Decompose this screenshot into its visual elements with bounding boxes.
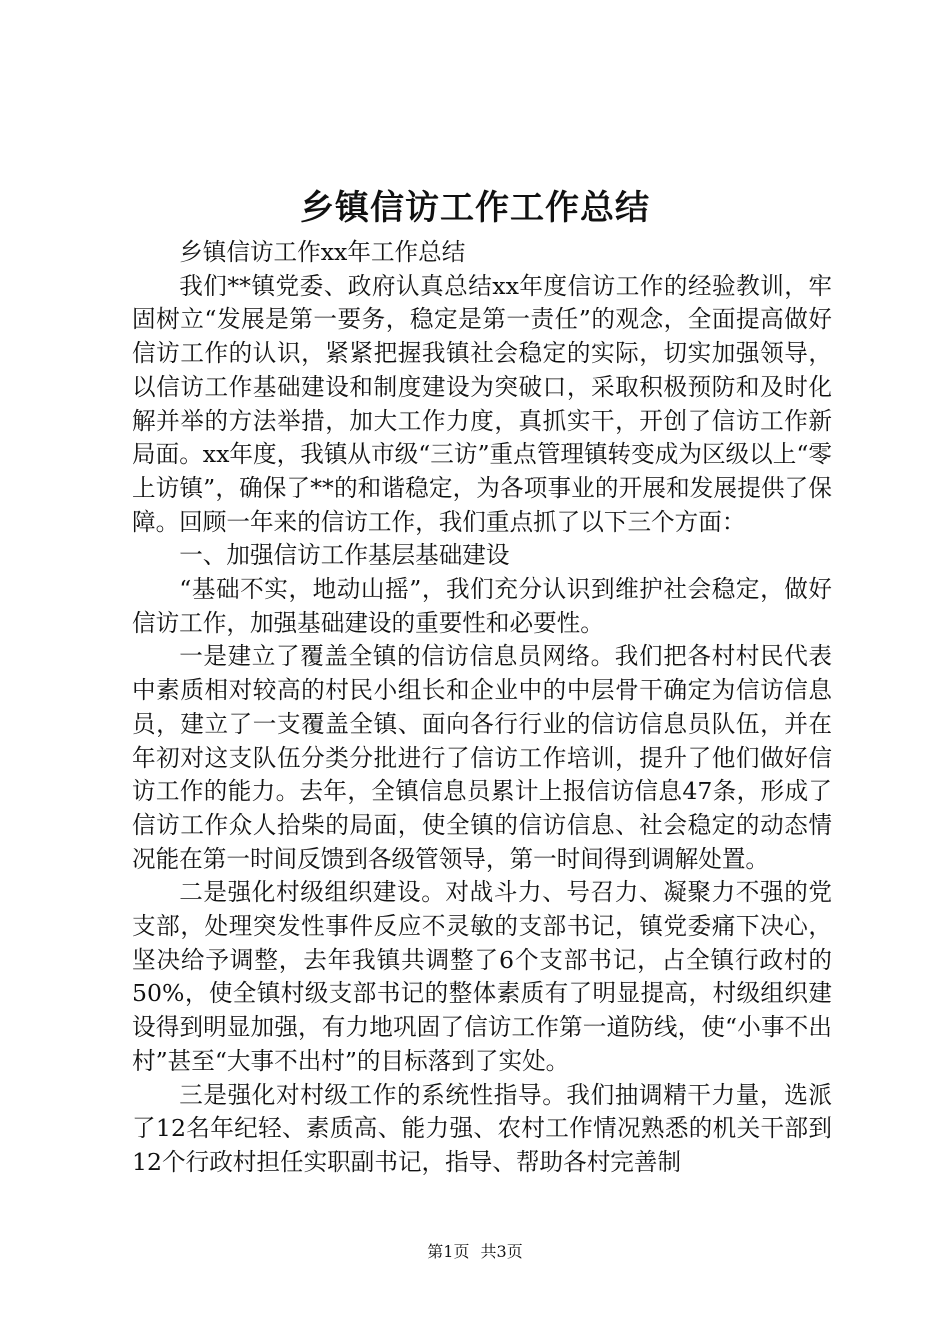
section-heading: 一、加强信访工作基层基础建设 [179, 541, 510, 570]
intro-paragraph: 我们**镇党委、政府认真总结xx年度信访工作的经验教训，牢固树立“发展是第一要务，稳定是第一责任”的观念，全面提高做好信访工作的认识，紧紧把握我镇社会稳定的实际，切实加强领导，以信访工作基础建设和制度建设为突破口，采取积极预防和及时化解并举的方法举措，加大工作力度，真抓实干，开创了信访工作新局面。xx年度，我镇从市级“三访”重点管理镇转变成为区级以上“零上访镇”，确保了**的和谐稳定，为各项事业的开展和发展提供了保障。回顾一年来的信访工作，我们重点抓了以下三个方面： [132, 271, 832, 536]
body-paragraph: 二是强化村级组织建设。对战斗力、号召力、凝聚力不强的党支部，处理突发性事件反应不灵敏的支部书记，镇党委痛下决心，坚决给予调整，去年我镇共调整了6个支部书记，占全镇行政村的50%，使全镇村级支部书记的整体素质有了明显提高，村级组织建设得到明显加强，有力地巩固了信访工作第一道防线，使“小事不出村”甚至“大事不出村”的目标落到了实处。 [132, 878, 832, 1075]
document-body [132, 236, 832, 1180]
body-paragraph: 一是建立了覆盖全镇的信访信息员网络。我们把各村村民代表中素质相对较高的村民小组长和企业中的中层骨干确定为信访信息员，建立了一支覆盖全镇、面向各行行业的信访信息员队伍，并在年初对这支队伍分类分批进行了信访工作培训，提升了他们做好信访工作的能力。去年，全镇信息员累计上报信访信息47条，形成了信访工作众人拾柴的局面，使全镇的信访信息、社会稳定的动态情况能在第一时间反馈到各级管领导，第一时间得到调解处置。 [132, 642, 832, 873]
page-total: 共3页 [480, 1242, 523, 1261]
page-number: 第1页 [427, 1242, 470, 1261]
body-paragraph: 三是强化对村级工作的系统性指导。我们抽调精干力量，选派了12名年纪轻、素质高、能力强、农村工作情况熟悉的机关干部到12个行政村担任实职副书记，指导、帮助各村完善制 [132, 1080, 832, 1176]
page-title: 乡镇信访工作工作总结 [300, 188, 650, 228]
page-footer [0, 1240, 950, 1264]
subtitle-paragraph: 乡镇信访工作xx年工作总结 [179, 238, 466, 266]
body-paragraph: “基础不实，地动山摇”，我们充分认识到维护社会稳定，做好信访工作，加强基础建设的重要性和必要性。 [132, 575, 832, 637]
